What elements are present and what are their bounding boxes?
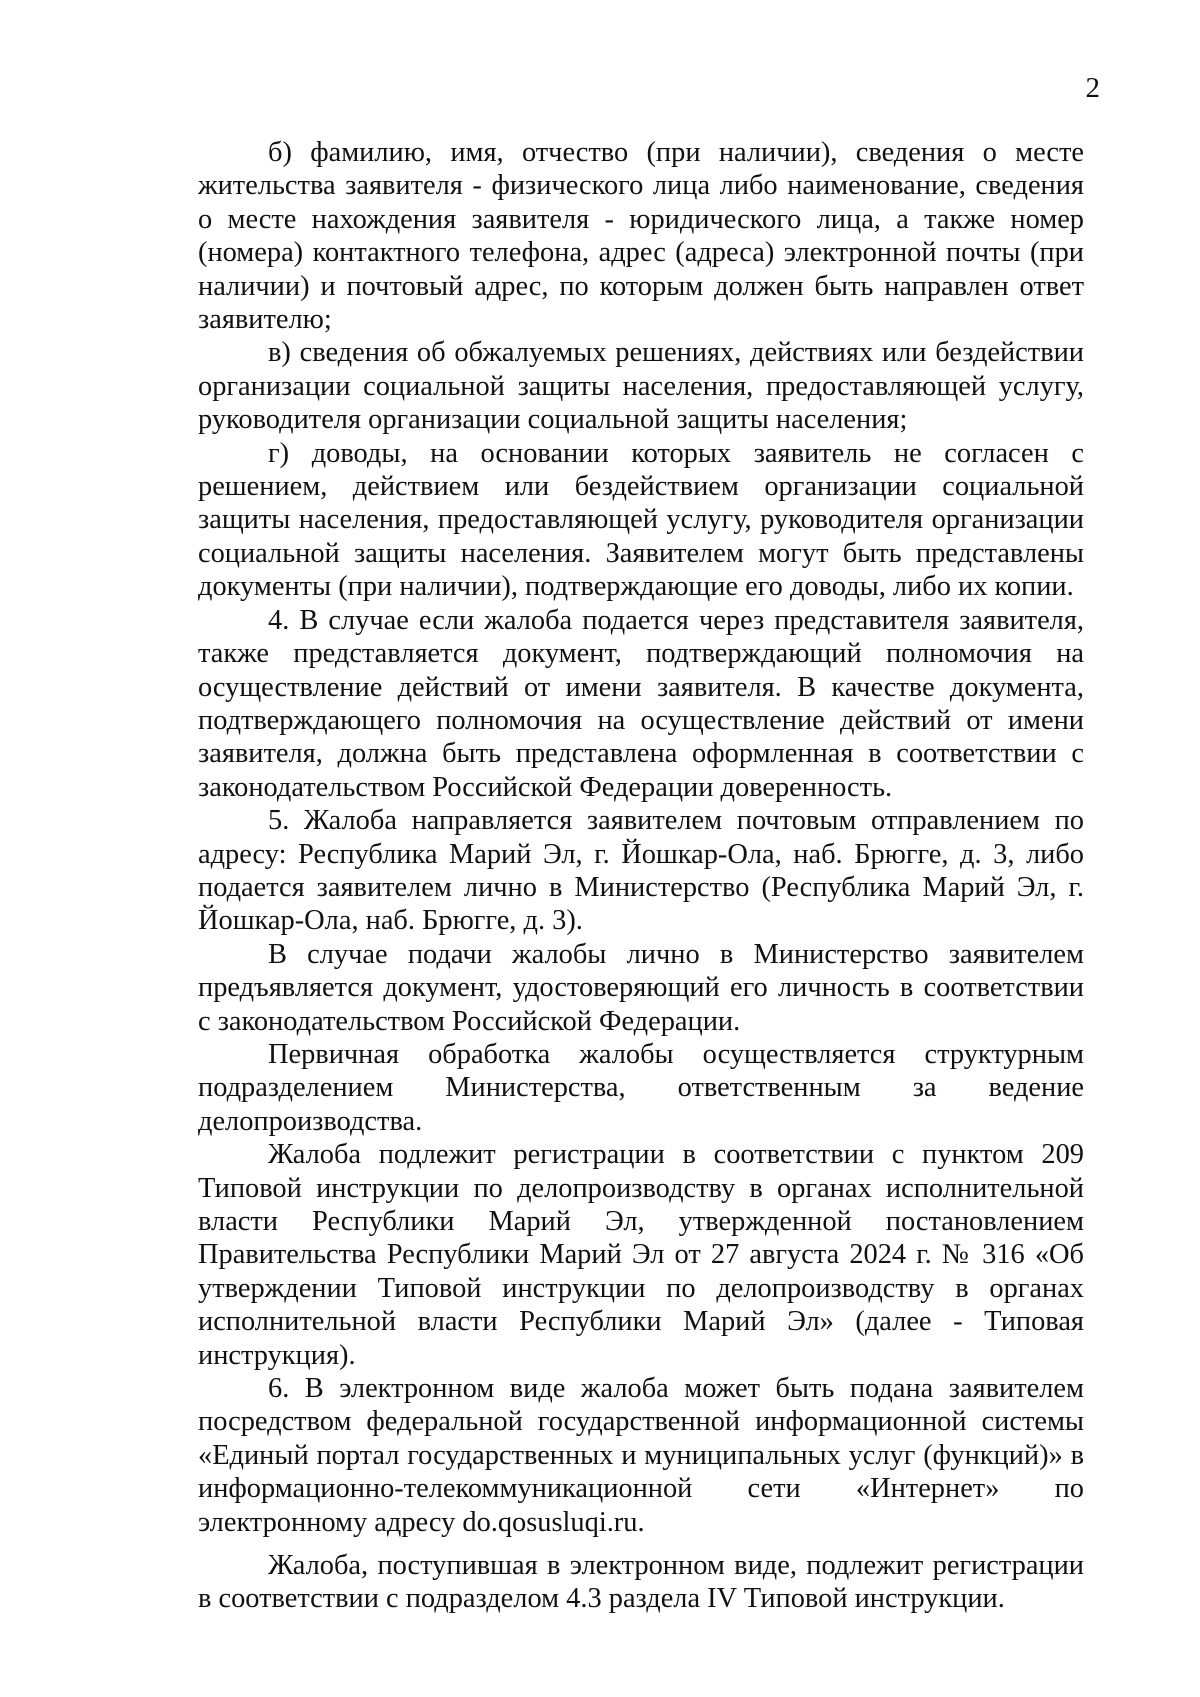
paragraph-electronic-registration: Жалоба, поступившая в электронном виде, подлежит регистрации в соответствии с подразделом 4.3 раздела IV Типовой инструкции. [198,1550,1084,1615]
page-number: 2 [1085,72,1100,104]
paragraph-personal-submission: В случае подачи жалобы лично в Министерство заявителем предъявляется документ, удостоверяющий его личность в соответствии с законодательством Российской Федерации. [198,938,1084,1037]
paragraph-b: б) фамилию, имя, отчество (при наличии), сведения о месте жительства заявителя - физического лица либо наименование, сведения о месте нахождения заявителя - юридического лица, а также номер (номера) контактного телефона, адрес (адреса) электронной почты (при наличии) и почтовый адрес, по которым должен быть направлен ответ заявителю; [198,137,1084,336]
paragraph-v: в) сведения об обжалуемых решениях, действиях или бездействии организации социальной защиты населения, предоставляющей услугу, руководителя организации социальной защиты населения; [198,337,1084,436]
paragraph-6: 6. В электронном виде жалоба может быть подана заявителем посредством федеральной государственной информационной системы «Единый портал государственных и муниципальных услуг (функций)» в информационно-телекоммуникационной сети «Интернет» по электронному адресу do.qosusluqi.ru. [198,1373,1084,1538]
paragraph-5: 5. Жалоба направляется заявителем почтовым отправлением по адресу: Республика Марий Эл, г. Йошкар-Ола, наб. Брюгге, д. 3, либо подается заявителем лично в Министерство (Республика Марий Эл, г. Йошкар-Ола, наб. Брюгге, д. 3). [198,805,1084,937]
paragraph-registration: Жалоба подлежит регистрации в соответствии с пунктом 209 Типовой инструкции по делопроизводству в органах исполнительной власти Республики Марий Эл, утвержденной постановлением Правительства Республики Марий Эл от 27 августа 2024 г. № 316 «Об утверждении Типовой инструкции по делопроизводству в органах исполнительной власти Республики Марий Эл» (далее - Типовая инструкция). [198,1139,1084,1371]
paragraph-primary-processing: Первичная обработка жалобы осуществляется структурным подразделением Министерства, ответственным за ведение делопроизводства. [198,1038,1084,1137]
paragraph-g: г) доводы, на основании которых заявитель не согласен с решением, действием или бездействием организации социальной защиты населения, предоставляющей услугу, руководителя организации социальной защиты населения. Заявителем могут быть представлены документы (при наличии), подтверждающие его доводы, либо их копии. [198,437,1084,603]
paragraph-4: 4. В случае если жалоба подается через представителя заявителя, также представляется документ, подтверждающий полномочия на осуществление действий от имени заявителя. В качестве документа, подтверждающего полномочия на осуществление действий от имени заявителя, должна быть представлена оформленная в соответствии с законодательством Российской Федерации доверенность. [198,604,1084,803]
document-body [198,136,1084,1616]
